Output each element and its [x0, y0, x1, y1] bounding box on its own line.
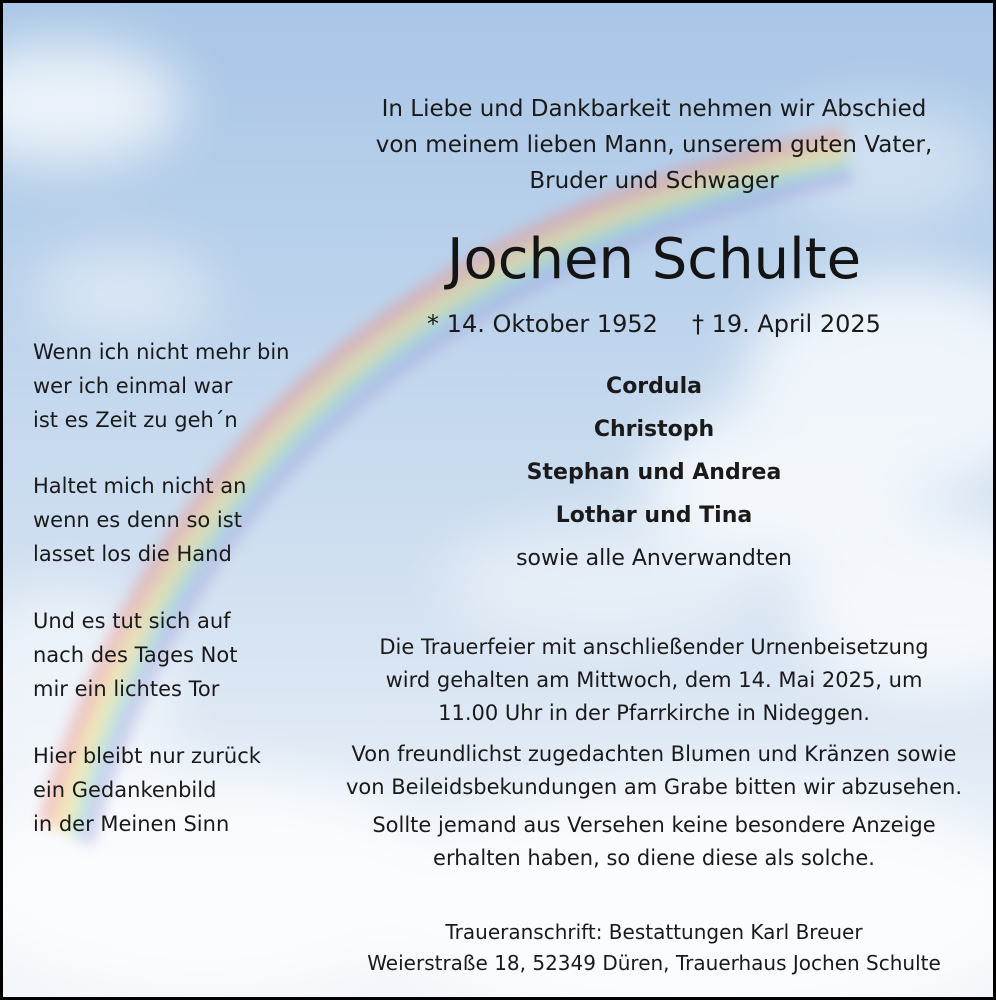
poem-stanza — [33, 739, 261, 841]
poem-line: wenn es denn so ist — [33, 508, 242, 532]
flowers-request-text — [333, 738, 975, 804]
service-line: 11.00 Uhr in der Pfarrkirche in Nideggen. — [438, 701, 870, 725]
mourning-address — [333, 917, 975, 979]
family-footer: sowie alle Anverwandten — [516, 546, 792, 571]
intro-line: In Liebe und Dankbarkeit nehmen wir Abschied — [381, 96, 927, 122]
life-dates — [333, 307, 975, 341]
poem-line: ist es Zeit zu geh´n — [33, 408, 238, 432]
poem-line: lasset los die Hand — [33, 542, 232, 566]
poem-stanza — [33, 604, 237, 706]
service-line: wird gehalten am Mittwoch, dem 14. Mai 2025, um — [385, 668, 923, 692]
poem-line: nach des Tages Not — [33, 643, 238, 667]
poem-line: Und es tut sich auf — [33, 609, 231, 633]
poem-stanza — [33, 469, 246, 571]
family-member: Cordula — [606, 374, 702, 399]
poem-line: ein Gedankenbild — [33, 778, 217, 802]
intro-line: Bruder und Schwager — [529, 168, 779, 194]
deceased-name: Jochen Schulte — [446, 227, 862, 292]
poem-line: wer ich einmal war — [33, 374, 233, 398]
poem-line: Hier bleibt nur zurück — [33, 744, 261, 768]
poem-stanza — [33, 335, 290, 437]
intro-line: von meinem lieben Mann, unserem guten Vater, — [375, 132, 933, 158]
poem-line: mir ein lichtes Tor — [33, 677, 220, 701]
poem-line: Wenn ich nicht mehr bin — [33, 340, 290, 364]
address-line: Weierstraße 18, 52349 Düren, Trauerhaus Jochen Schulte — [367, 951, 941, 975]
flowers-line: von Beileidsbekundungen am Grabe bitten wir abzusehen. — [345, 775, 962, 799]
intro-text — [333, 91, 975, 199]
notice-line: Sollte jemand aus Versehen keine besondere Anzeige — [372, 813, 936, 837]
service-line: Die Trauerfeier mit anschließender Urnenbeisetzung — [379, 635, 929, 659]
address-line: Traueranschrift: Bestattungen Karl Breuer — [445, 920, 863, 944]
funeral-service-text — [333, 631, 975, 730]
family-member: Lothar und Tina — [555, 503, 753, 528]
notice-line: erhalten haben, so diene diese als solche. — [433, 846, 875, 870]
family-member: Stephan und Andrea — [526, 460, 782, 485]
death-date: † 19. April 2025 — [691, 310, 881, 338]
flowers-line: Von freundlichst zugedachten Blumen und Kränzen sowie — [351, 742, 957, 766]
poem-line: Haltet mich nicht an — [33, 474, 247, 498]
family-member: Christoph — [593, 417, 715, 442]
poem-line: in der Meinen Sinn — [33, 812, 230, 836]
birth-date: * 14. Oktober 1952 — [427, 310, 658, 338]
notice-text — [333, 809, 975, 875]
